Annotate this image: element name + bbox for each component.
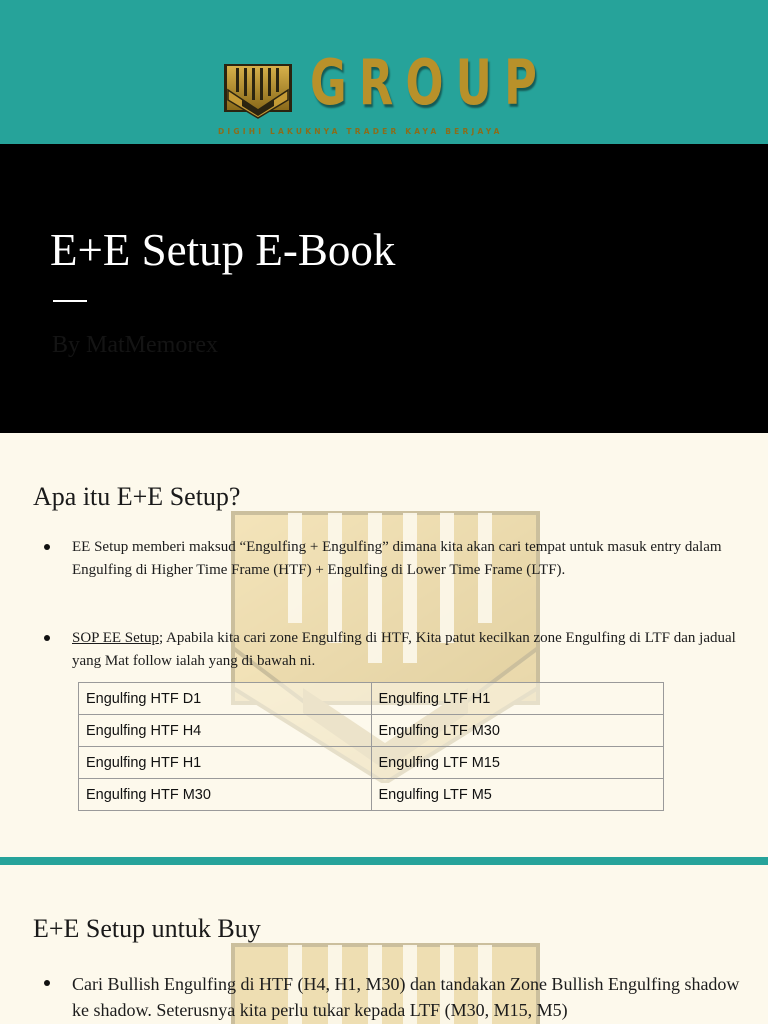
title-block (0, 144, 768, 433)
table-row (79, 779, 664, 811)
table-cell: Engulfing LTF M30 (371, 715, 664, 747)
section-heading: E+E Setup untuk Buy (33, 914, 261, 943)
section-heading: Apa itu E+E Setup? (33, 482, 241, 511)
table-cell: Engulfing HTF D1 (79, 683, 372, 715)
mm-logo-icon (222, 60, 294, 122)
bullet-dot (44, 980, 50, 986)
logo-tagline: DIGIHI LAKUKNYA TRADER KAYA BERJAYA (218, 127, 503, 136)
author-line: By MatMemorex (52, 332, 218, 358)
sop-ee-setup-link[interactable]: SOP EE Setup (72, 630, 159, 646)
section-buy-setup (0, 865, 768, 1024)
section-what-is-ee (0, 433, 768, 857)
bullet-text (72, 627, 737, 673)
page-title: E+E Setup E-Book (50, 225, 396, 275)
bullet-dot (44, 544, 50, 550)
table-cell: Engulfing LTF M5 (371, 779, 664, 811)
logo-wordmark: GROUP (310, 46, 550, 119)
table-cell: Engulfing LTF M15 (371, 747, 664, 779)
bullet-dot (44, 635, 50, 641)
title-divider (53, 300, 87, 302)
table-row (79, 715, 664, 747)
table-row (79, 747, 664, 779)
bullet-text: EE Setup memberi maksud “Engulfing + Engulfing” dimana kita akan cari tempat untuk masuk entry dalam Engulfing di Higher Time Frame (HTF) + Engulfing di Lower Time Frame (LTF). (72, 539, 722, 578)
table-row (79, 683, 664, 715)
bullet-text: Cari Bullish Engulfing di HTF (H4, H1, M30) dan tandakan Zone Bullish Engulfing shadow ke shadow. Seterusnya kita perlu tukar kepada LTF (M30, M15, M5) (72, 974, 740, 1020)
bullet-text-rest: ; Apabila kita cari zone Engulfing di HTF, Kita patut kecilkan zone Engulfing di LTF dan jadual yang Mat follow ialah yang di bawah ni. (72, 630, 736, 669)
table-cell: Engulfing HTF M30 (79, 779, 372, 811)
header-banner (0, 0, 768, 144)
timeframe-table (78, 682, 664, 811)
section-divider (0, 857, 768, 865)
table-cell: Engulfing HTF H1 (79, 747, 372, 779)
table-cell: Engulfing LTF H1 (371, 683, 664, 715)
table-cell: Engulfing HTF H4 (79, 715, 372, 747)
